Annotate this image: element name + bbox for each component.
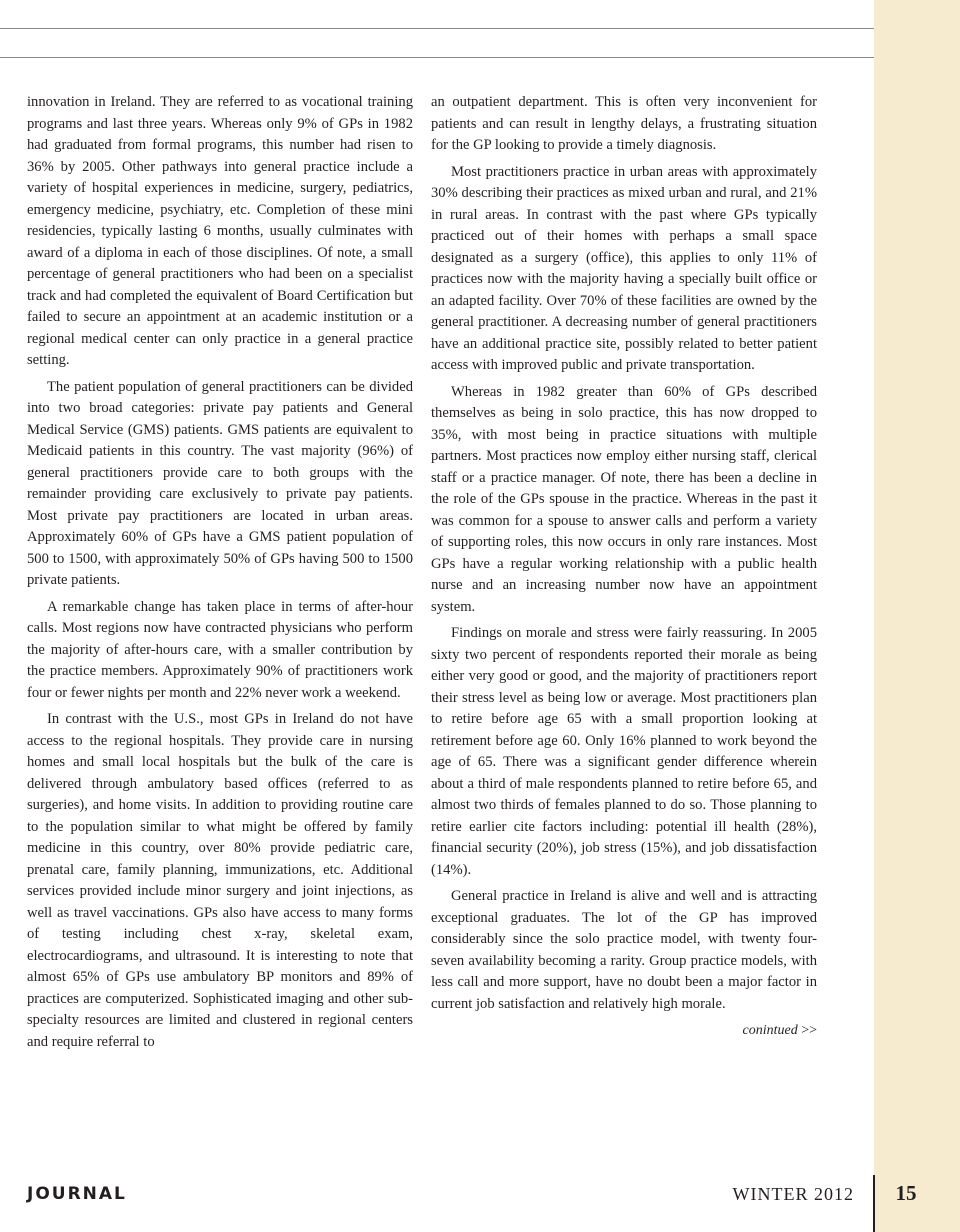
right-paragraph-1: an outpatient department. This is often very inconvenient for patients and can result in lengthy delays, a frustrating situation for the GP looking to provide a timely diagnosis. — [431, 94, 817, 153]
header-rule-bottom — [0, 57, 874, 58]
right-paragraph-4: Findings on morale and stress were fairly reassuring. In 2005 sixty two percent of respondents reported their morale as being either very good or good, and the majority of practitioners report their stress level as being low or average. Most practitioners plan to retire before age 65 with a small proportion looking at retirement before age 60. Only 16% planned to work beyond the age of 65. There was a significant gender difference wherein about a third of male respondents planned to retire before 65, and almost two thirds of females planned to do so. Those planning to retire earlier cite factors including: potential ill health (28%), financial security (20%), job stress (15%), and job dissatisfaction (14%). — [431, 625, 817, 878]
left-paragraph-1: innovation in Ireland. They are referred to as vocational training programs and last three years. Whereas only 9% of GPs in 1982 had graduated from formal programs, this number had risen to 36% by 2005. Other pathways into general practice include a variety of hospital experiences in medicine, surgery, pediatrics, emergency medicine, psychiatry, etc. Completion of these mini residencies, typically lasting 6 months, usually culminates with award of a diploma in each of those disciplines. Of note, a small percentage of general practitioners who had been on a specialist track and had completed the equivalent of Board Certification but failed to secure an appointment at an academic institution or a regional medical center can only practice in a general practice setting. — [27, 94, 413, 368]
left-column — [27, 92, 413, 1058]
left-paragraph-2: The patient population of general practitioners can be divided into two broad categories: private pay patients and General Medical Service (GMS) patients. GMS patients are equivalent to Medicaid patients in this country. The vast majority (96%) of general practitioners provide care to both groups with the remainder providing care exclusively to private pay patients. Most private pay practitioners are located in urban areas. Approximately 60% of GPs have a GMS patient population of 500 to 1500, with approximately 50% of GPs having 500 to 1500 private patients. — [27, 378, 413, 588]
right-paragraph-2: Most practitioners practice in urban areas with approximately 30% describing their practices as mixed urban and rural, and 21% in rural areas. In contrast with the past where GPs typically practiced out of their homes with perhaps a small space designated as a surgery (office), this applies to only 11% of practices now with the majority having a specially built office or an adapted facility. Over 70% of these facilities are owned by the general practitioner. A decreasing number of general practitioners have an additional practice site, possibly related to better patient access with improved public and private transportation. — [431, 163, 817, 373]
footer-journal-name: JOURNAL — [27, 1184, 127, 1204]
continued-arrow-icon: >> — [801, 1023, 817, 1038]
footer-divider — [873, 1175, 875, 1232]
footer-page-number: 15 — [895, 1181, 917, 1205]
side-color-band — [874, 0, 960, 1232]
continued-label: conintued — [742, 1023, 798, 1038]
footer-issue-label: WINTER 2012 — [732, 1184, 854, 1204]
left-paragraph-3: A remarkable change has taken place in terms of after-hour calls. Most regions now have contracted physicians who perform the majority of after-hours care, with a smaller contribution by the practice members. Approximately 90% of practitioners work four or fewer nights per month and 22% never work a weekend. — [27, 598, 413, 701]
right-column — [431, 92, 817, 1042]
right-paragraph-3: Whereas in 1982 greater than 60% of GPs described themselves as being in solo practice, this has now dropped to 35%, with most being in practice situations with multiple partners. Most practices now employ either nursing staff, clerical staff or a practice manager. Of note, there has been a decline in the role of the GPs spouse in the practice. Whereas in the past it was common for a spouse to answer calls and perform a variety of supporting roles, this now occurs in only rare instances. Most GPs have a regular working relationship with a public health nurse and an increasing number now have an appointment system. — [431, 383, 817, 615]
header-rule-top — [0, 28, 874, 29]
right-paragraph-5: General practice in Ireland is alive and well and is attracting exceptional graduates. The lot of the GP has improved considerably since the solo practice model, with twenty four-seven availability becoming a rarity. Group practice models, with less call and more support, have no doubt been a major factor in current job satisfaction and relatively high morale. — [431, 888, 817, 1012]
continued-link[interactable] — [431, 1020, 817, 1042]
left-paragraph-4: In contrast with the U.S., most GPs in Ireland do not have access to the regional hospitals. They provide care in nursing homes and small local hospitals but the bulk of the care is delivered through ambulatory based offices (referred to as surgeries), and home visits. In addition to providing routine care to the population similar to what might be offered by family medicine in this country, over 80% provide pediatric care, prenatal care, family planning, immunizations, etc. Additional services provided include minor surgery and joint injections, as well as travel vaccinations. GPs also have access to many forms of testing including chest x-ray, skeletal exam, electrocardiograms, and ultrasound. It is interesting to note that almost 65% of GPs use ambulatory BP monitors and 89% of practices are computerized. Sophisticated imaging and other sub-specialty resources are limited and clustered in regional centers and require referral to — [27, 711, 413, 1050]
